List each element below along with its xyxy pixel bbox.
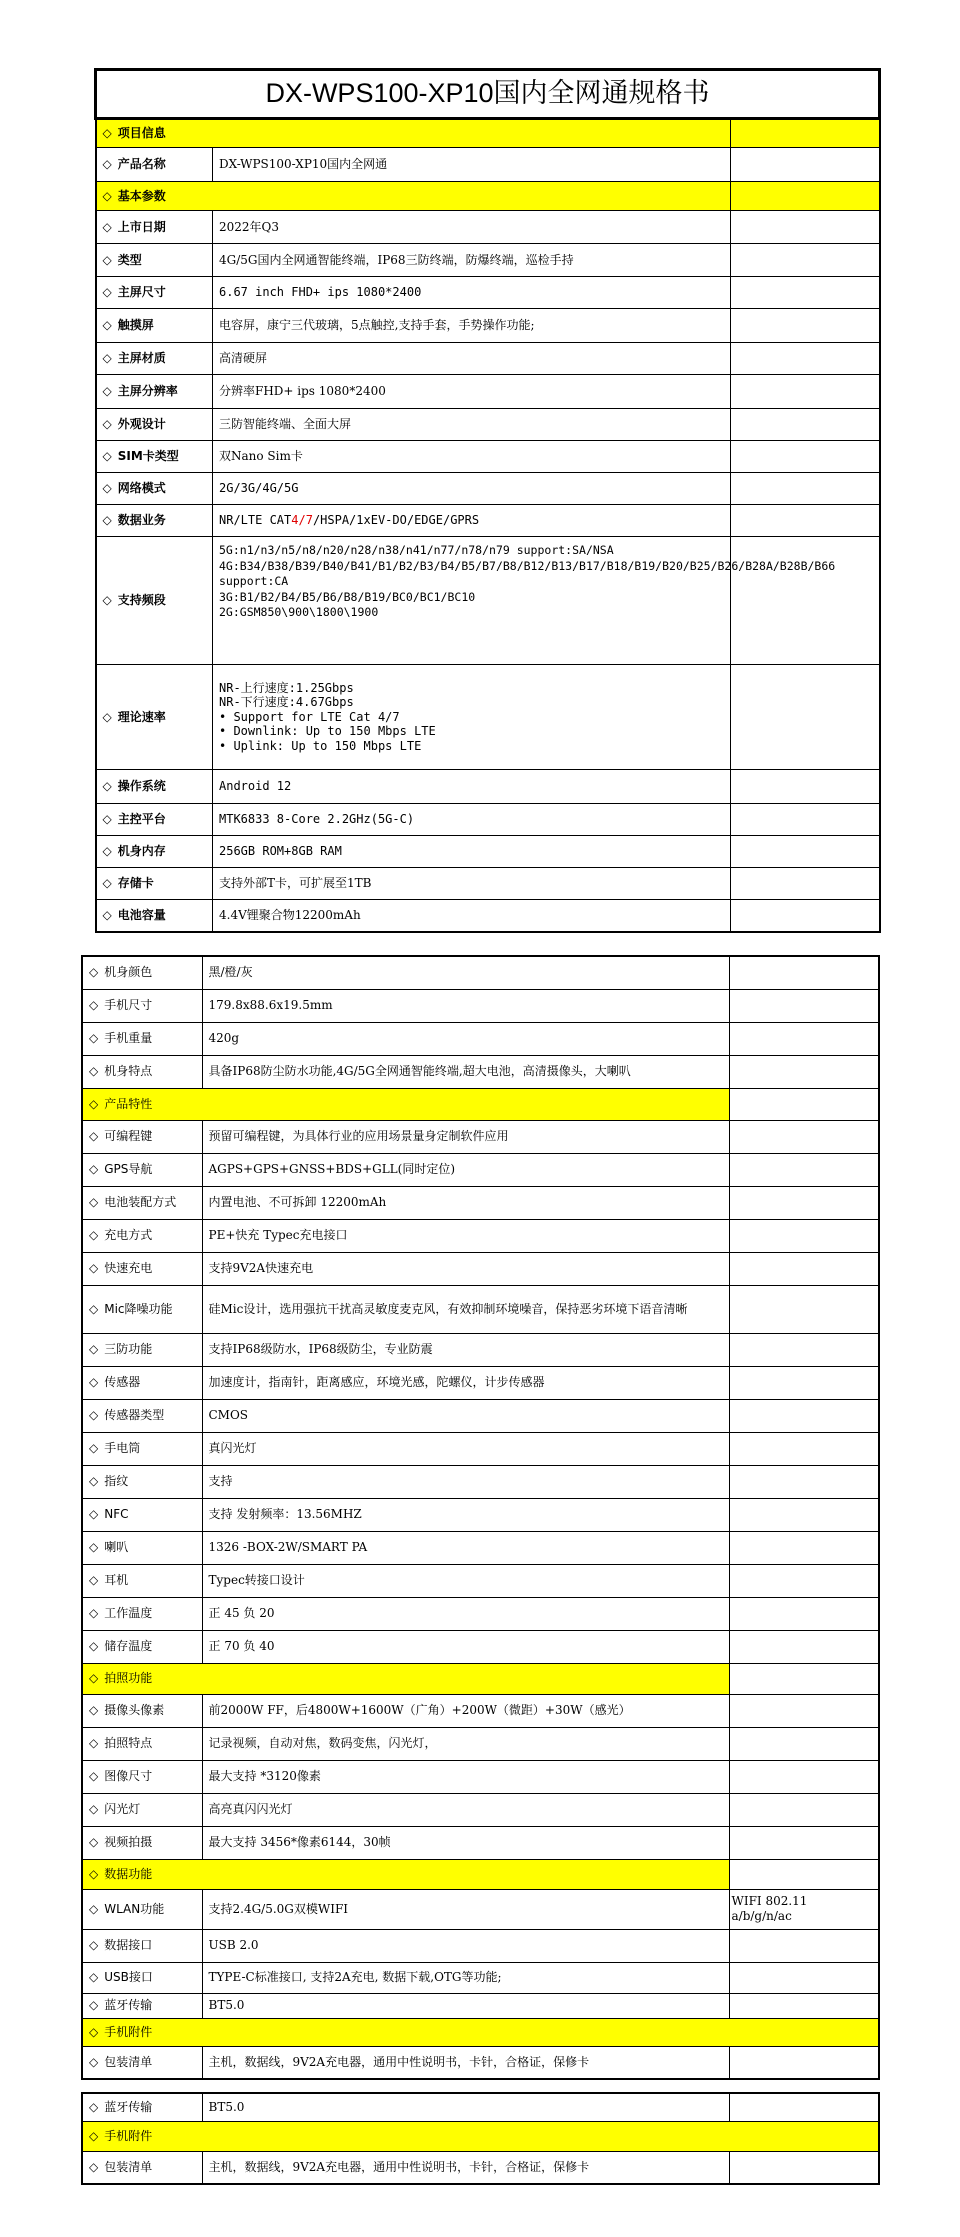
spec-label: ◇ 存储卡: [96, 868, 213, 900]
spec-value: MTK6833 8-Core 2.2GHz(5G-C): [213, 804, 731, 836]
spec-label: ◇ 主屏尺寸: [96, 277, 213, 309]
section-header-row: [82, 1663, 879, 1694]
diamond-icon: ◇: [89, 1606, 99, 1620]
spec-label: ◇ 传感器类型: [82, 1399, 202, 1432]
diamond-icon: ◇: [89, 1802, 99, 1816]
diamond-icon: ◇: [89, 1408, 99, 1422]
diamond-icon: ◇: [102, 126, 112, 140]
spec-row: [82, 1727, 879, 1760]
section-header: ◇ 手机附件: [82, 2121, 879, 2151]
spec-row: [82, 1993, 879, 2018]
diamond-icon: ◇: [89, 1195, 99, 1209]
diamond-icon: ◇: [102, 252, 112, 267]
spec-label: ◇ 快速充电: [82, 1252, 202, 1285]
spec-value: CMOS: [202, 1399, 729, 1432]
spec-value: NR-上行速度:1.25Gbps NR-下行速度:4.67Gbps • Support for LTE Cat 4/7 • Downlink: Up to 150 Mbps LTE • Uplink: Up to 150 Mbps LTE: [213, 665, 731, 770]
spec-label: ◇ 主控平台: [96, 804, 213, 836]
spec-value: 内置电池、不可拆卸 12200mAh: [202, 1186, 729, 1219]
spec-value: 记录视频，自动对焦，数码变焦，闪光灯，: [202, 1727, 729, 1760]
spec-row: [82, 1285, 879, 1333]
diamond-icon: ◇: [89, 1938, 99, 1952]
spec-value: BT5.0: [202, 2093, 729, 2121]
spec-value: 加速度计，指南针，距离感应，环境光感，陀螺仪，计步传感器: [202, 1366, 729, 1399]
spec-label: ◇ SIM卡类型: [96, 441, 213, 473]
spec-row: [96, 537, 880, 665]
spec-label: ◇ 闪光灯: [82, 1793, 202, 1826]
spec-value: NR/LTE CAT4/7/HSPA/1xEV-DO/EDGE/GPRS: [213, 505, 731, 537]
diamond-icon: ◇: [89, 1998, 99, 2012]
spec-label: ◇ 理论速率: [96, 665, 213, 770]
spec-label: ◇ GPS导航: [82, 1153, 202, 1186]
spec-value: 2022年Q3: [213, 211, 731, 244]
spec-value: 前2000W FF，后4800W+1600W（广角）+200W（微距）+30W（感光）: [202, 1694, 729, 1727]
spec-row: [82, 989, 879, 1022]
diamond-icon: ◇: [89, 2054, 99, 2069]
spec-row: [82, 1399, 879, 1432]
spec-value: 支持9V2A快速充电: [202, 1252, 729, 1285]
spec-value: 5G:n1/n3/n5/n8/n20/n28/n38/n41/n77/n78/n79 support:SA/NSA 4G:B34/B38/B39/B40/B41/B1/B2/B3/B4/B5/B7/B8/B12/B13/B17/B18/B19/B20/B25/B26/B28A/B28B/B66 support:CA 3G:B1/B2/B4/B5/B6/B8/B19/BC0/BC1/BC10 2G:GSM850\900\1800\1900: [213, 537, 731, 665]
spec-value: 高亮真闪闪光灯: [202, 1793, 729, 1826]
diamond-icon: ◇: [102, 812, 112, 826]
diamond-icon: ◇: [89, 1031, 99, 1045]
diamond-icon: ◇: [102, 384, 112, 398]
diamond-icon: ◇: [89, 1228, 99, 1242]
spec-row: [82, 1022, 879, 1055]
spec-row: [82, 1465, 879, 1498]
spec-label: ◇ 充电方式: [82, 1219, 202, 1252]
spec-row: [82, 1186, 879, 1219]
spec-label: ◇ 可编程键: [82, 1120, 202, 1153]
spec-value: 预留可编程键，为具体行业的应用场景量身定制软件应用: [202, 1120, 729, 1153]
spec-row: [82, 2093, 879, 2121]
spec-label: ◇ 喇叭: [82, 1531, 202, 1564]
wifi-note: WIFI 802.11 a/b/g/n/ac: [729, 1889, 879, 1929]
diamond-icon: ◇: [89, 1507, 99, 1521]
spec-label: ◇ 支持频段: [96, 537, 213, 665]
section-header-row: [96, 119, 880, 148]
spec-label: ◇ 工作温度: [82, 1597, 202, 1630]
diamond-icon: ◇: [89, 1736, 99, 1750]
spec-value: AGPS+GPS+GNSS+BDS+GLL(同时定位): [202, 1153, 729, 1186]
spec-label: ◇ 三防功能: [82, 1333, 202, 1366]
spec-label: ◇ 电池装配方式: [82, 1186, 202, 1219]
spec-row: [96, 804, 880, 836]
section-header: ◇ 基本参数: [96, 182, 731, 211]
diamond-icon: ◇: [89, 1342, 99, 1356]
diamond-icon: ◇: [89, 1835, 99, 1849]
spec-value: 4.4V锂聚合物12200mAh: [213, 900, 731, 932]
spec-row: [82, 1531, 879, 1564]
diamond-icon: ◇: [102, 318, 112, 332]
spec-value: 硅Mic设计，选用强抗干扰高灵敏度麦克风，有效抑制环境噪音，保持恶劣环境下语音清晰: [202, 1285, 729, 1333]
spec-value: 电容屏，康宁三代玻璃，5点触控,支持手套，手势操作功能;: [213, 309, 731, 343]
diamond-icon: ◇: [89, 1703, 99, 1717]
spec-row: [96, 244, 880, 277]
diamond-icon: ◇: [89, 998, 99, 1012]
spec-label: ◇ 储存温度: [82, 1630, 202, 1663]
spec-value: TYPE-C标准接口, 支持2A充电, 数据下载,OTG等功能;: [202, 1962, 729, 1993]
diamond-icon: ◇: [102, 351, 112, 365]
spec-row: [96, 770, 880, 804]
spec-label: ◇ 网络模式: [96, 473, 213, 505]
spec-row: [82, 2151, 879, 2184]
spec-label: ◇ 蓝牙传输: [82, 1993, 202, 2018]
spec-value: 2G/3G/4G/5G: [213, 473, 731, 505]
diamond-icon: ◇: [102, 157, 112, 171]
diamond-icon: ◇: [89, 2159, 99, 2174]
diamond-icon: ◇: [102, 219, 112, 234]
spec-value: 最大支持 *3120像素: [202, 1760, 729, 1793]
spec-label: ◇ 类型: [96, 244, 213, 277]
diamond-icon: ◇: [89, 1639, 99, 1653]
spec-value: 正 45 负 20: [202, 1597, 729, 1630]
spec-table-accessories: [81, 2092, 880, 2185]
spec-label: ◇ 手机重量: [82, 1022, 202, 1055]
spec-label: ◇ 视频拍摄: [82, 1826, 202, 1859]
diamond-icon: ◇: [89, 1866, 99, 1881]
diamond-icon: ◇: [89, 2099, 99, 2114]
spec-row: [82, 1630, 879, 1663]
section-header-row: [82, 2121, 879, 2151]
spec-label: ◇ 机身颜色: [82, 956, 202, 989]
spec-row: [96, 409, 880, 441]
section-header: ◇ 项目信息: [96, 119, 731, 148]
spec-row: [96, 836, 880, 868]
diamond-icon: ◇: [102, 481, 112, 495]
spec-row: [82, 1219, 879, 1252]
spec-label: ◇ 产品名称: [96, 148, 213, 182]
spec-value: 双Nano Sim卡: [213, 441, 731, 473]
spec-row: [96, 868, 880, 900]
spec-value: 真闪光灯: [202, 1432, 729, 1465]
section-header: ◇ 手机附件: [82, 2018, 879, 2046]
spec-label: ◇ 包装清单: [82, 2046, 202, 2079]
spec-label: ◇ 数据接口: [82, 1929, 202, 1962]
diamond-icon: ◇: [102, 907, 112, 922]
diamond-icon: ◇: [89, 1261, 99, 1275]
spec-label: ◇ 上市日期: [96, 211, 213, 244]
spec-value: PE+快充 Typec充电接口: [202, 1219, 729, 1252]
spec-value: Typec转接口设计: [202, 1564, 729, 1597]
spec-label: ◇ 主屏材质: [96, 343, 213, 375]
spec-value: 179.8x88.6x19.5mm: [202, 989, 729, 1022]
section-header-row: [82, 1088, 879, 1120]
spec-value: DX-WPS100-XP10国内全网通: [213, 148, 731, 182]
diamond-icon: ◇: [102, 513, 112, 527]
spec-row: [82, 2046, 879, 2079]
spec-row: [96, 211, 880, 244]
diamond-icon: ◇: [89, 1162, 99, 1176]
spec-label: ◇ 传感器: [82, 1366, 202, 1399]
spec-label: ◇ 手电筒: [82, 1432, 202, 1465]
spec-label: ◇ 电池容量: [96, 900, 213, 932]
diamond-icon: ◇: [102, 709, 112, 724]
spec-value: 具备IP68防尘防水功能,4G/5G全网通智能终端,超大电池，高清摄像头，大喇叭: [202, 1055, 729, 1088]
diamond-icon: ◇: [89, 1301, 99, 1316]
spec-row: [82, 1120, 879, 1153]
spec-label: ◇ 指纹: [82, 1465, 202, 1498]
document-title: DX-WPS100-XP10国内全网通规格书: [96, 70, 880, 119]
diamond-icon: ◇: [89, 965, 99, 980]
spec-value: 支持: [202, 1465, 729, 1498]
diamond-icon: ◇: [89, 1096, 99, 1111]
spec-row: [96, 505, 880, 537]
spec-label: ◇ 机身特点: [82, 1055, 202, 1088]
spec-row: [96, 665, 880, 770]
section-header: ◇ 产品特性: [82, 1088, 729, 1120]
spec-label: ◇ 图像尺寸: [82, 1760, 202, 1793]
diamond-icon: ◇: [89, 1671, 99, 1685]
section-header-row: [82, 1859, 879, 1889]
spec-row: [82, 1597, 879, 1630]
spec-value: 4G/5G国内全网通智能终端，IP68三防终端，防爆终端，巡检手持: [213, 244, 731, 277]
spec-label: ◇ 外观设计: [96, 409, 213, 441]
spec-row: [82, 1826, 879, 1859]
spec-row: [82, 1432, 879, 1465]
diamond-icon: ◇: [89, 1970, 99, 1984]
spec-label: ◇ Mic降噪功能: [82, 1285, 202, 1333]
spec-label: ◇ 手机尺寸: [82, 989, 202, 1022]
spec-value: Android 12: [213, 770, 731, 804]
diamond-icon: ◇: [89, 1474, 99, 1488]
diamond-icon: ◇: [89, 1064, 99, 1078]
spec-row: [82, 1962, 879, 1993]
spec-label: ◇ NFC: [82, 1498, 202, 1531]
spec-label: ◇ 主屏分辨率: [96, 375, 213, 409]
spec-row: [96, 473, 880, 505]
spec-value: 最大支持 3456*像素6144，30帧: [202, 1826, 729, 1859]
spec-label: ◇ 耳机: [82, 1564, 202, 1597]
diamond-icon: ◇: [102, 188, 112, 203]
spec-row: [82, 1760, 879, 1793]
spec-table-features: [81, 955, 880, 2080]
spec-label: ◇ 摄像头像素: [82, 1694, 202, 1727]
diamond-icon: ◇: [89, 1540, 99, 1554]
spec-row: [82, 1929, 879, 1962]
diamond-icon: ◇: [102, 285, 112, 299]
spec-row: [96, 900, 880, 932]
spec-value: 支持IP68级防水，IP68级防尘，专业防震: [202, 1333, 729, 1366]
spec-label: ◇ 拍照特点: [82, 1727, 202, 1760]
spec-value: 6.67 inch FHD+ ips 1080*2400: [213, 277, 731, 309]
diamond-icon: ◇: [102, 876, 112, 890]
diamond-icon: ◇: [89, 2128, 99, 2143]
spec-label: ◇ WLAN功能: [82, 1889, 202, 1929]
spec-value: 支持2.4G/5.0G双模WIFI: [202, 1889, 729, 1929]
spec-value: 高清硬屏: [213, 343, 731, 375]
spec-row: [82, 1366, 879, 1399]
section-header-row: [82, 2018, 879, 2046]
spec-value: USB 2.0: [202, 1929, 729, 1962]
spec-row: [82, 1889, 879, 1929]
diamond-icon: ◇: [102, 779, 112, 793]
diamond-icon: ◇: [102, 449, 112, 463]
section-header: ◇ 拍照功能: [82, 1663, 729, 1694]
spec-value: 黑/橙/灰: [202, 956, 729, 989]
spec-row: [82, 1055, 879, 1088]
spec-label: ◇ USB接口: [82, 1962, 202, 1993]
spec-value: 256GB ROM+8GB RAM: [213, 836, 731, 868]
spec-row: [82, 1564, 879, 1597]
title-row: [96, 70, 880, 119]
spec-label: ◇ 操作系统: [96, 770, 213, 804]
spec-value: 主机，数据线，9V2A充电器，通用中性说明书，卡针，合格证，保修卡: [202, 2046, 729, 2079]
section-header: ◇ 数据功能: [82, 1859, 729, 1889]
spec-value: BT5.0: [202, 1993, 729, 2018]
diamond-icon: ◇: [89, 1901, 99, 1916]
spec-label: ◇ 包装清单: [82, 2151, 202, 2184]
spec-value: 正 70 负 40: [202, 1630, 729, 1663]
spec-label: ◇ 机身内存: [96, 836, 213, 868]
spec-row: [82, 1252, 879, 1285]
spec-row: [96, 277, 880, 309]
diamond-icon: ◇: [102, 417, 112, 431]
spec-row: [82, 1333, 879, 1366]
diamond-icon: ◇: [102, 844, 112, 858]
diamond-icon: ◇: [89, 1441, 99, 1455]
diamond-icon: ◇: [89, 1129, 99, 1143]
diamond-icon: ◇: [89, 1573, 99, 1587]
spec-row: [96, 375, 880, 409]
diamond-icon: ◇: [89, 1375, 99, 1389]
diamond-icon: ◇: [89, 1769, 99, 1783]
spec-value: 主机，数据线，9V2A充电器，通用中性说明书，卡针，合格证，保修卡: [202, 2151, 729, 2184]
spec-row: [82, 956, 879, 989]
highlight-text: 4/7: [291, 513, 313, 527]
spec-row: [96, 343, 880, 375]
spec-value: 分辨率FHD+ ips 1080*2400: [213, 375, 731, 409]
spec-row: [82, 1153, 879, 1186]
spec-value: 三防智能终端、全面大屏: [213, 409, 731, 441]
diamond-icon: ◇: [89, 2024, 99, 2039]
spec-table-basic: [94, 68, 881, 933]
spec-value: 420g: [202, 1022, 729, 1055]
spec-row: [82, 1694, 879, 1727]
spec-value: 支持外部T卡，可扩展至1TB: [213, 868, 731, 900]
spec-row: [96, 441, 880, 473]
section-header-row: [96, 182, 880, 211]
spec-row: [96, 309, 880, 343]
spec-row: [96, 148, 880, 182]
spec-value: 支持 发射频率：13.56MHZ: [202, 1498, 729, 1531]
spec-label: ◇ 触摸屏: [96, 309, 213, 343]
spec-row: [82, 1498, 879, 1531]
spec-label: ◇ 蓝牙传输: [82, 2093, 202, 2121]
spec-value: 1326 -BOX-2W/SMART PA: [202, 1531, 729, 1564]
diamond-icon: ◇: [102, 593, 112, 607]
spec-label: ◇ 数据业务: [96, 505, 213, 537]
spec-row: [82, 1793, 879, 1826]
